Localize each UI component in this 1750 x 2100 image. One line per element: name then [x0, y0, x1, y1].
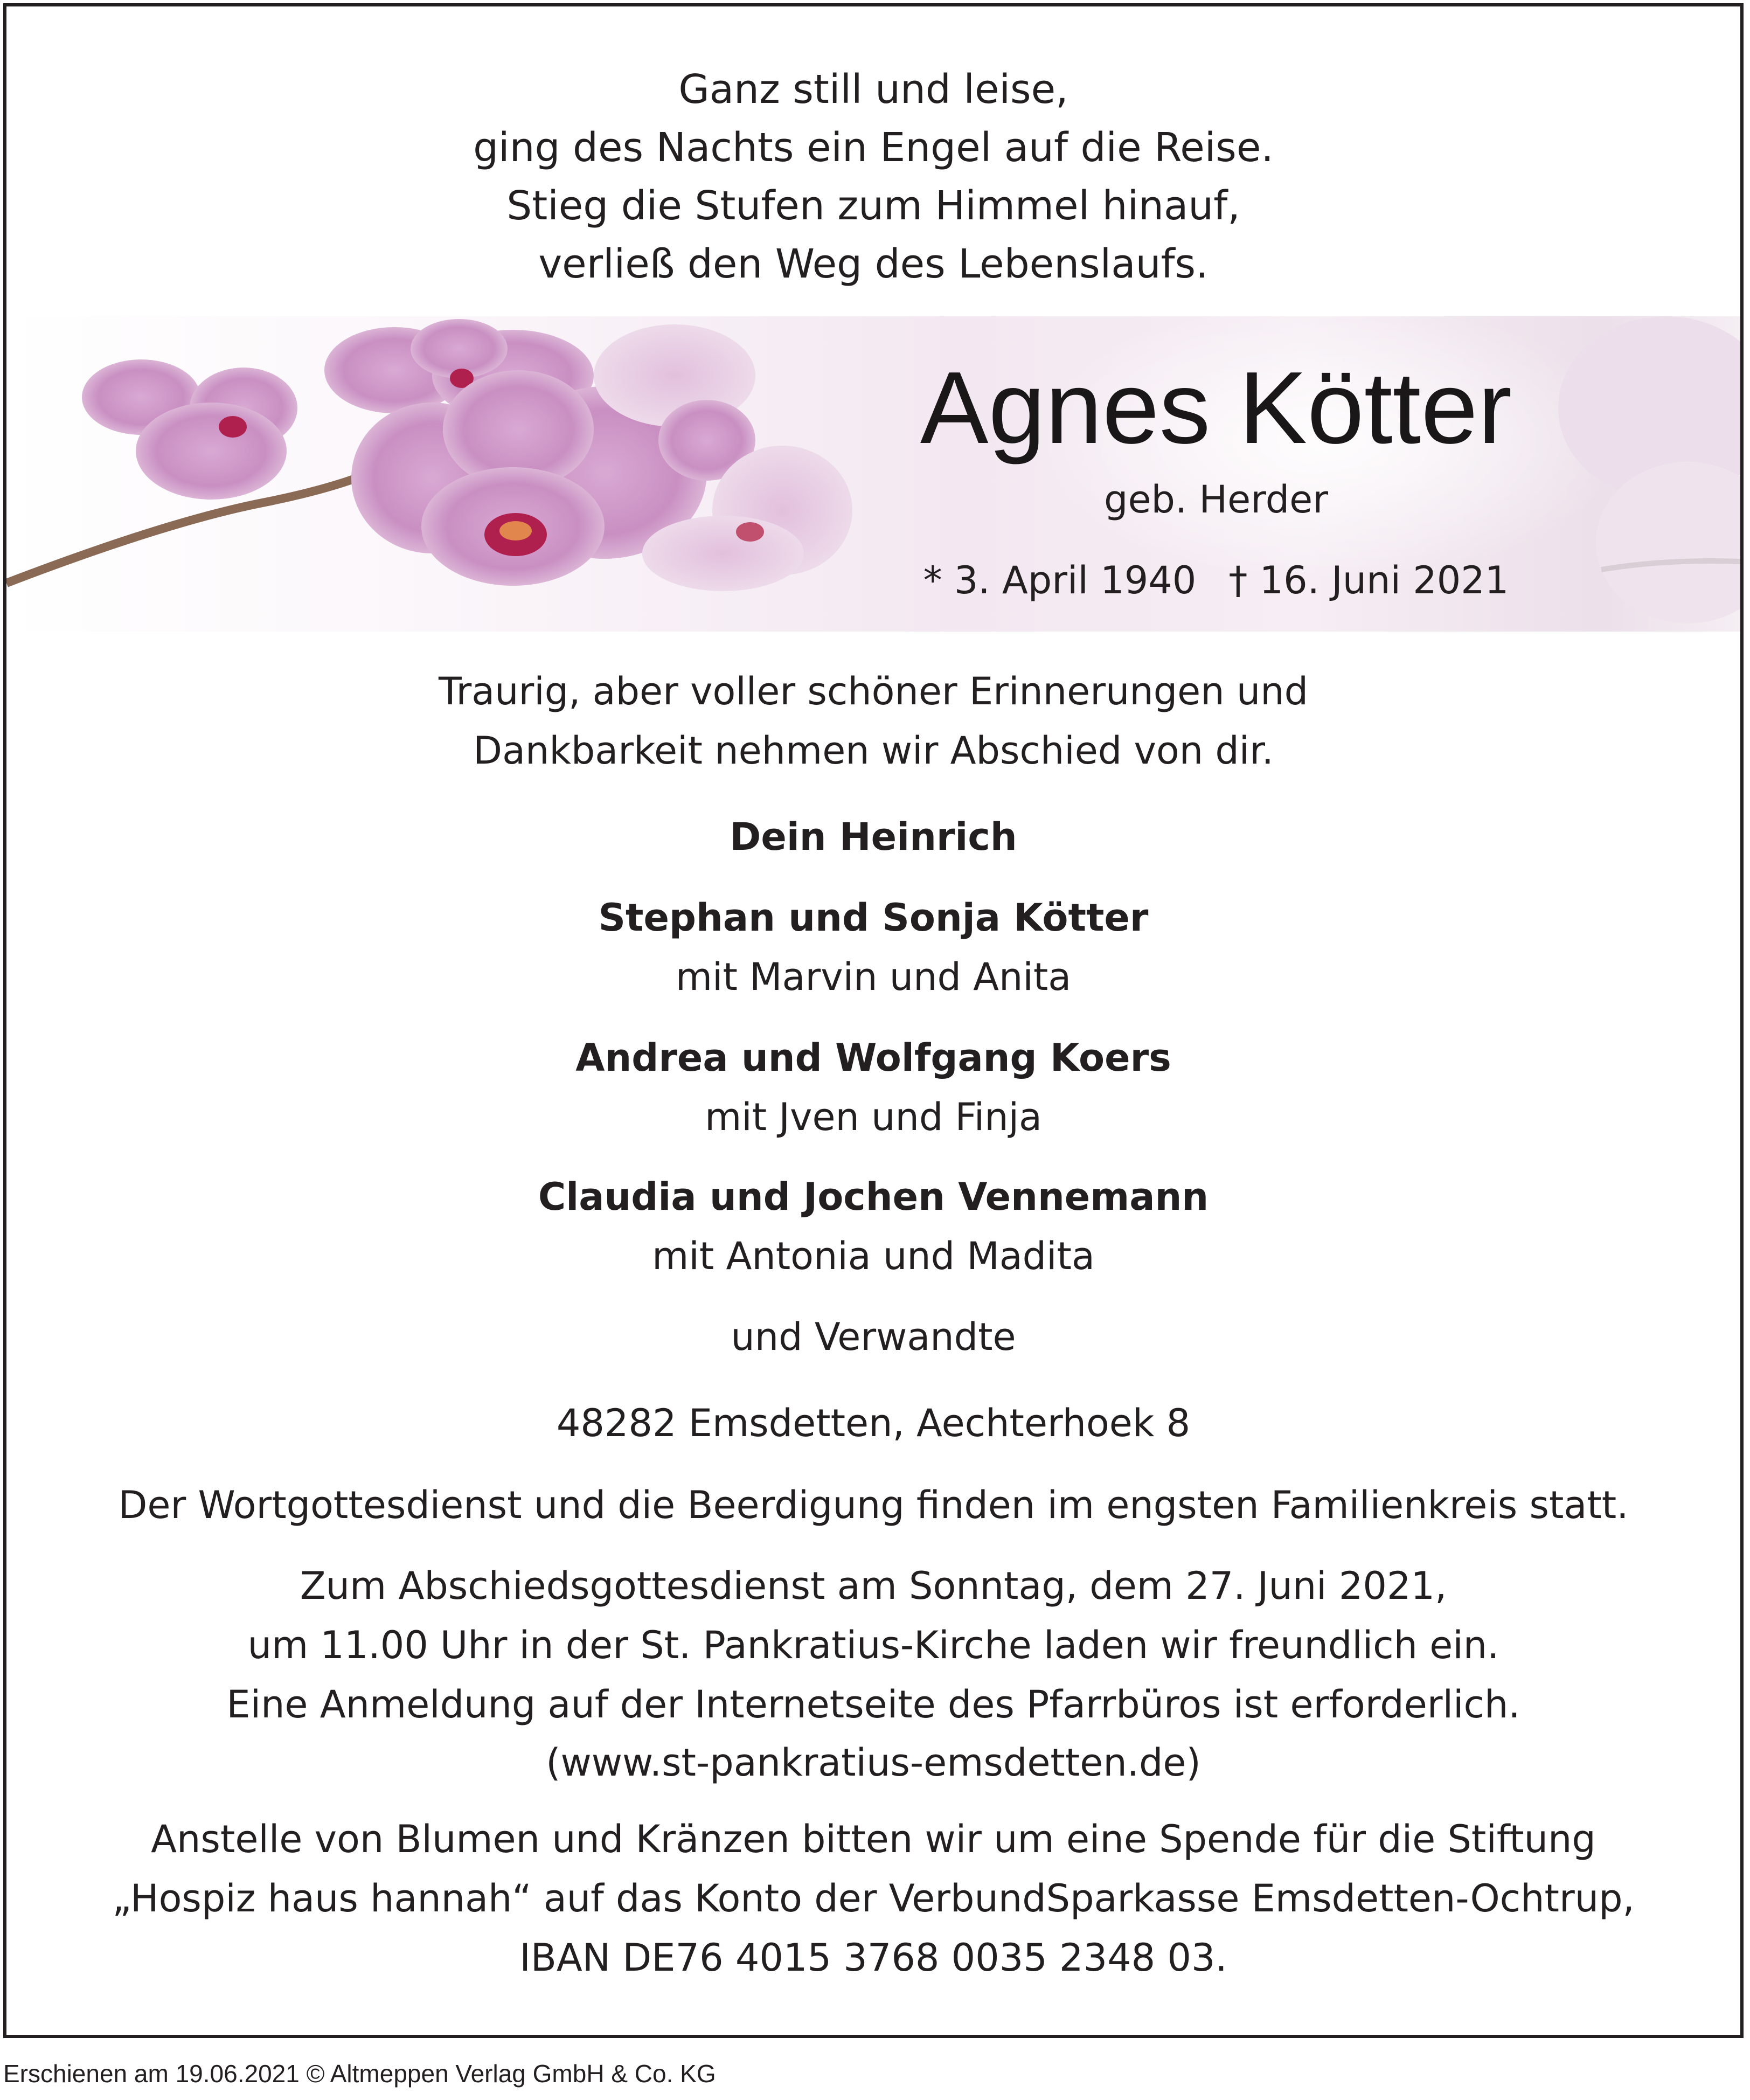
poem-line: Stieg die Stufen zum Himmel hinauf,	[506, 183, 1240, 229]
birth-name: geb. Herder	[1104, 477, 1328, 522]
service-line: Zum Abschiedsgottesdienst am Sonntag, dem 27. Juni 2021,	[300, 1564, 1447, 1608]
mourner-children: mit Antonia und Madita	[652, 1234, 1095, 1278]
obituary-notice	[3, 3, 1744, 2038]
mourner-children: mit Marvin und Anita	[675, 955, 1072, 999]
funeral-note: Der Wortgottesdienst und die Beerdigung finden im engsten Familienkreis statt.	[118, 1483, 1629, 1527]
poem-line: verließ den Weg des Lebenslaufs.	[538, 241, 1209, 287]
address: 48282 Emsdetten, Aechterhoek 8	[556, 1401, 1191, 1445]
deceased-name: Agnes Kötter	[920, 351, 1512, 465]
mourner-family: Andrea und Wolfgang Koers	[575, 1036, 1171, 1080]
donation-line: „Hospiz haus hannah“ auf das Konto der VerbundSparkasse Emsdetten-Ochtrup,	[112, 1876, 1635, 1921]
poem-line: Ganz still und leise,	[678, 66, 1068, 113]
mourner-family: Claudia und Jochen Vennemann	[538, 1175, 1209, 1219]
mourner-children: mit Jven und Finja	[705, 1095, 1042, 1139]
service-line: Eine Anmeldung auf der Internetseite des Pfarrbüros ist erforderlich.	[226, 1682, 1520, 1727]
publication-footer: Erschienen am 19.06.2021 © Altmeppen Verlag GmbH & Co. KG	[3, 2060, 716, 2088]
poem-line: ging des Nachts ein Engel auf die Reise.	[473, 124, 1274, 171]
farewell-line: Dankbarkeit nehmen wir Abschied von dir.	[473, 729, 1274, 773]
donation-iban: IBAN DE76 4015 3768 0035 2348 03.	[519, 1936, 1227, 1980]
mourner-husband: Dein Heinrich	[730, 815, 1017, 859]
mourner-family: Stephan und Sonja Kötter	[598, 896, 1149, 940]
birth-date: * 3. April 1940	[923, 558, 1197, 602]
mourner-relatives: und Verwandte	[731, 1315, 1016, 1359]
life-dates	[869, 556, 1564, 605]
death-date: † 16. Juni 2021	[1228, 558, 1509, 602]
service-line: um 11.00 Uhr in der St. Pankratius-Kirche laden wir freundlich ein.	[247, 1623, 1499, 1667]
service-website: (www.st-pankratius-emsdetten.de)	[546, 1741, 1201, 1785]
poem	[6, 60, 1740, 293]
donation-line: Anstelle von Blumen und Kränzen bitten wir um eine Spende für die Stiftung	[151, 1817, 1596, 1861]
farewell-line: Traurig, aber voller schöner Erinnerungen und	[439, 669, 1308, 713]
